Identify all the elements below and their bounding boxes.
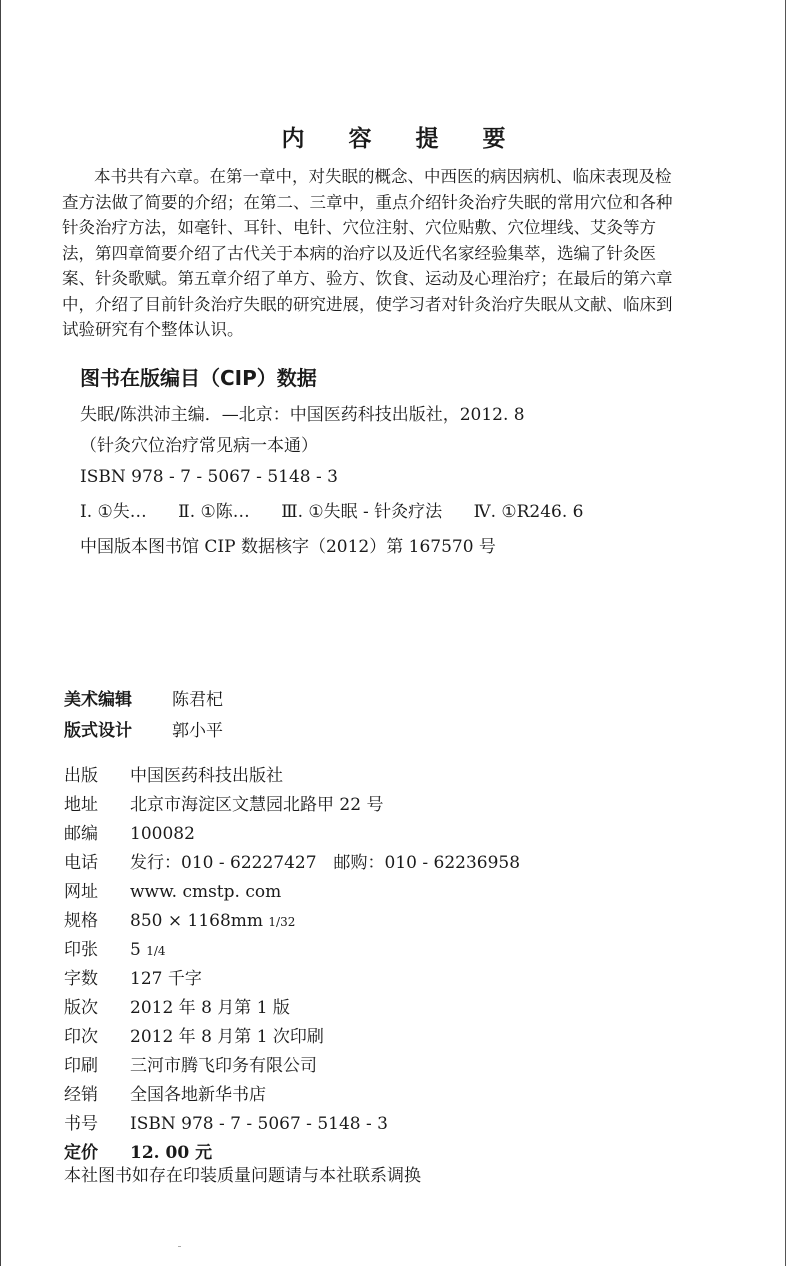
cip-heading: 图书在版编目（CIP）数据 — [80, 366, 317, 390]
info-value: 127 千字 — [130, 969, 202, 989]
info-key: 电话 — [64, 853, 98, 873]
info-value: 2012 年 8 月第 1 版 — [130, 998, 290, 1018]
info-row — [64, 762, 520, 791]
editor-name: 郭小平 — [172, 721, 223, 741]
cip-classification: Ⅳ. ①R246. 6 — [473, 502, 584, 522]
info-key: 网址 — [64, 882, 98, 902]
summary-line: 中，介绍了目前针灸治疗失眠的研究进展，使学习者对针灸治疗失眠从文献、临床到 — [62, 294, 673, 314]
info-key: 印张 — [64, 940, 98, 960]
info-key: 字数 — [64, 969, 98, 989]
summary-paragraph — [62, 164, 752, 343]
info-row — [64, 936, 520, 965]
info-key: 规格 — [64, 911, 98, 931]
info-fraction: 1/32 — [268, 915, 296, 929]
info-key: 经销 — [64, 1085, 98, 1105]
summary-line: 案、针灸歌赋。第五章介绍了单方、验方、饮食、运动及心理治疗；在最后的第六章 — [62, 269, 673, 288]
info-row — [64, 791, 520, 820]
cip-approval-line: 中国版本图书馆 CIP 数据核字（2012）第 167570 号 — [80, 537, 496, 557]
scan-speck — [178, 1246, 181, 1247]
info-row — [64, 1052, 520, 1081]
summary-line: 本书共有六章。在第一章中，对失眠的概念、中西医的病因病机、临床表现及检 — [94, 167, 672, 186]
cip-classification-line — [80, 497, 584, 528]
cip-classification: Ⅰ. ①失… — [80, 502, 147, 522]
publication-info — [64, 762, 520, 1168]
info-row — [64, 1023, 520, 1052]
info-row — [64, 965, 520, 994]
cip-record — [80, 400, 584, 563]
summary-title: 内 容 提 要 — [281, 126, 524, 152]
editors-block — [64, 685, 223, 747]
info-value: 850 × 1168mm — [130, 911, 264, 931]
info-row — [64, 849, 520, 878]
page-edge-left — [0, 0, 1, 1266]
page-edge-right — [785, 0, 786, 1266]
cip-isbn-line: ISBN 978 - 7 - 5067 - 5148 - 3 — [80, 467, 338, 487]
info-value: www. cmstp. com — [130, 882, 282, 902]
info-row — [64, 1110, 520, 1139]
editor-row — [64, 716, 223, 747]
info-key: 邮编 — [64, 824, 98, 844]
info-value: 中国医药科技出版社 — [130, 766, 283, 786]
info-row — [64, 907, 520, 936]
info-value: 100082 — [130, 824, 195, 844]
info-key: 书号 — [64, 1114, 98, 1134]
editor-role: 版式设计 — [64, 721, 132, 741]
info-row — [64, 820, 520, 849]
cip-classification: Ⅱ. ①陈… — [178, 502, 250, 522]
info-value: ISBN 978 - 7 - 5067 - 5148 - 3 — [130, 1114, 388, 1134]
price-value: 12. 00 元 — [130, 1143, 213, 1163]
info-value: 北京市海淀区文慧园北路甲 22 号 — [130, 795, 384, 815]
info-value: 三河市腾飞印务有限公司 — [130, 1056, 317, 1076]
cip-classification: Ⅲ. ①失眠 - 针灸疗法 — [281, 502, 443, 522]
summary-line: 法，第四章简要介绍了古代关于本病的治疗以及近代名家经验集萃，选编了针灸医 — [62, 243, 656, 263]
info-key: 印次 — [64, 1027, 98, 1047]
editor-role: 美术编辑 — [64, 690, 132, 710]
info-key: 定价 — [64, 1143, 98, 1163]
cip-title-line: 失眠/陈洪沛主编．—北京：中国医药科技出版社，2012. 8 — [80, 405, 525, 425]
info-key: 地址 — [64, 795, 98, 815]
cip-series-line: （针灸穴位治疗常见病一本通） — [80, 436, 318, 456]
quality-notice: 本社图书如存在印装质量问题请与本社联系调换 — [64, 1166, 421, 1186]
editor-name: 陈君杞 — [172, 690, 223, 710]
info-key: 版次 — [64, 998, 98, 1018]
info-row — [64, 878, 520, 907]
info-value: 发行：010 - 62227427 邮购：010 - 62236958 — [130, 853, 521, 873]
info-value: 全国各地新华书店 — [130, 1085, 266, 1105]
editor-row — [64, 685, 223, 716]
info-key: 印刷 — [64, 1056, 98, 1076]
summary-line: 试验研究有个整体认识。 — [62, 320, 244, 339]
info-row — [64, 1081, 520, 1110]
info-value: 5 — [130, 940, 141, 960]
summary-line: 针灸治疗方法，如毫针、耳针、电针、穴位注射、穴位贴敷、穴位埋线、艾灸等方 — [62, 218, 656, 237]
info-row — [64, 994, 520, 1023]
info-value: 2012 年 8 月第 1 次印刷 — [130, 1027, 324, 1047]
info-fraction: 1/4 — [146, 944, 166, 958]
info-key: 出版 — [64, 766, 98, 786]
summary-line: 查方法做了简要的介绍；在第二、三章中，重点介绍针灸治疗失眠的常用穴位和各种 — [62, 192, 673, 212]
